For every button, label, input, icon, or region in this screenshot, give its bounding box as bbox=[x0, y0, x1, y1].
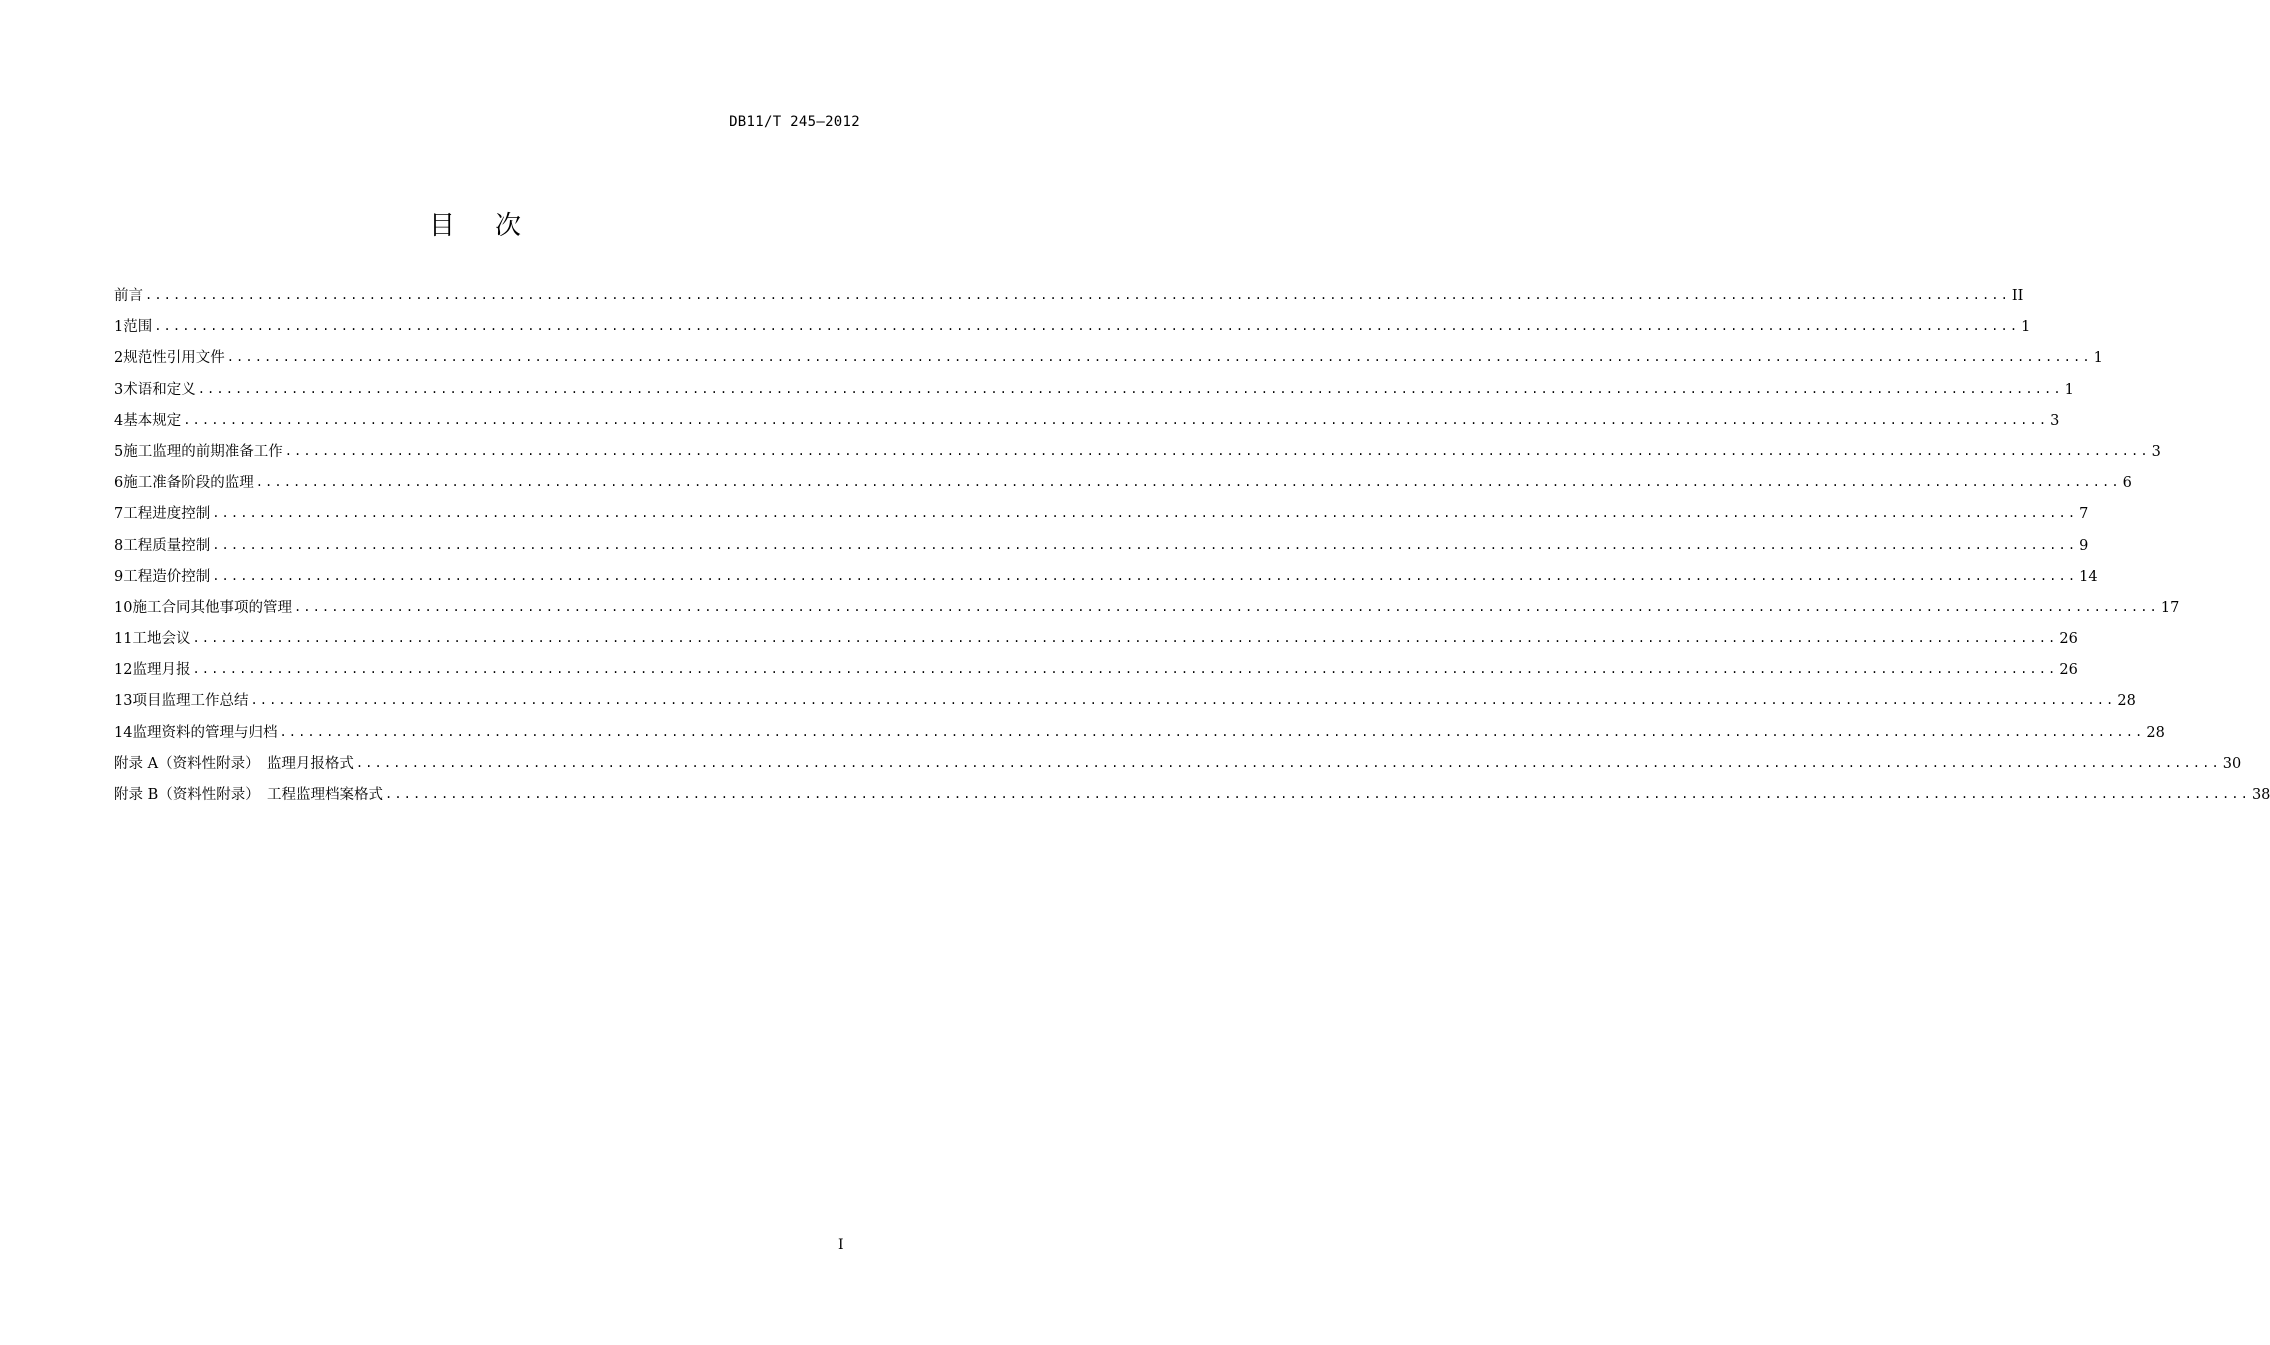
toc-dot-leader: ........................................................................................................................................................................................................ bbox=[212, 506, 2078, 521]
toc-dot-leader: ........................................................................................................................................................................................................ bbox=[226, 350, 2092, 365]
toc-entry-page: 7 bbox=[2079, 506, 2089, 523]
toc-entry-label: 项目监理工作总结 bbox=[132, 693, 249, 710]
toc-entry-6[interactable] bbox=[114, 472, 2132, 503]
toc-entry-3[interactable] bbox=[114, 379, 2074, 410]
toc-entry-label: 附录 A（资料性附录） 监理月报格式 bbox=[114, 755, 354, 772]
toc-entry-number: 4 bbox=[114, 412, 124, 429]
toc-entry-page: 14 bbox=[2079, 568, 2098, 585]
toc-entry-page: 3 bbox=[2151, 443, 2161, 460]
toc-entry-1[interactable] bbox=[114, 316, 2031, 347]
toc-entry-label: 监理月报 bbox=[132, 662, 191, 679]
toc-entry-foreword[interactable] bbox=[114, 285, 2024, 316]
toc-entry-label: 施工合同其他事项的管理 bbox=[132, 599, 292, 616]
toc-dot-leader: ........................................................................................................................................................................................................ bbox=[154, 319, 2020, 334]
toc-entry-label: 工地会议 bbox=[132, 631, 191, 648]
toc-entry-appendix-a[interactable] bbox=[114, 753, 2242, 784]
toc-entry-page: 1 bbox=[2064, 381, 2074, 398]
toc-entry-page: 26 bbox=[2059, 631, 2078, 648]
toc-entry-page: 28 bbox=[2146, 724, 2165, 741]
toc-dot-leader: ........................................................................................................................................................................................................ bbox=[192, 662, 2058, 677]
toc-entry-number: 7 bbox=[114, 506, 124, 523]
toc-entry-page: 9 bbox=[2079, 537, 2089, 554]
toc-entry-label: 工程质量控制 bbox=[123, 537, 211, 554]
toc-entry-number: 3 bbox=[114, 381, 124, 398]
toc-entry-number: 5 bbox=[114, 443, 124, 460]
toc-entry-number: 9 bbox=[114, 568, 124, 585]
toc-entry-number: 14 bbox=[114, 724, 133, 741]
toc-entry-label: 施工准备阶段的监理 bbox=[123, 475, 254, 492]
toc-entry-page: 1 bbox=[2093, 350, 2103, 367]
toc-entry-page: 17 bbox=[2160, 599, 2180, 616]
toc-dot-leader: ........................................................................................................................................................................................................ bbox=[192, 631, 2058, 646]
toc-entry-label: 施工监理的前期准备工作 bbox=[123, 443, 283, 460]
toc-entry-number: 13 bbox=[114, 693, 133, 710]
toc-dot-leader: ........................................................................................................................................................................................................ bbox=[197, 381, 2063, 396]
toc-entry-appendix-b[interactable] bbox=[114, 784, 2270, 815]
page-number: I bbox=[838, 1237, 844, 1253]
toc-entry-number: 10 bbox=[114, 599, 133, 616]
toc-dot-leader: ........................................................................................................................................................................................................ bbox=[279, 724, 2145, 739]
toc-dot-leader: ........................................................................................................................................................................................................ bbox=[212, 537, 2078, 552]
toc-dot-leader: ........................................................................................................................................................................................................ bbox=[385, 787, 2250, 801]
toc-entry-5[interactable] bbox=[114, 441, 2161, 472]
toc-dot-leader: ........................................................................................................................................................................................................ bbox=[355, 755, 2221, 770]
toc-entry-label: 规范性引用文件 bbox=[123, 350, 225, 367]
toc-entry-14[interactable] bbox=[114, 722, 2165, 753]
toc-entry-page: 26 bbox=[2059, 662, 2078, 679]
toc-entry-number: 8 bbox=[114, 537, 124, 554]
page-title: 目次 bbox=[428, 211, 561, 241]
toc-entry-label: 基本规定 bbox=[123, 412, 182, 429]
toc-entry-page: 38 bbox=[2251, 787, 2270, 803]
toc-entry-page: 28 bbox=[2117, 693, 2136, 710]
toc-dot-leader: ........................................................................................................................................................................................................ bbox=[255, 475, 2121, 490]
toc-entry-page: 1 bbox=[2021, 319, 2031, 336]
toc-dot-leader: ........................................................................................................................................................................................................ bbox=[145, 288, 2010, 302]
toc-entry-label: 术语和定义 bbox=[123, 381, 196, 398]
toc-dot-leader: ........................................................................................................................................................................................................ bbox=[293, 599, 2159, 614]
toc-dot-leader: ........................................................................................................................................................................................................ bbox=[183, 412, 2049, 427]
toc-entry-number: 1 bbox=[114, 319, 124, 336]
toc-entry-2[interactable] bbox=[114, 347, 2103, 378]
toc-entry-12[interactable] bbox=[114, 659, 2078, 690]
document-code: DB11/T 245—2012 bbox=[729, 114, 860, 130]
toc-entry-page: 6 bbox=[2122, 475, 2132, 492]
toc-dot-leader: ........................................................................................................................................................................................................ bbox=[250, 693, 2116, 708]
toc-entry-label: 工程造价控制 bbox=[123, 568, 211, 585]
toc-entry-label: 前言 bbox=[114, 288, 143, 304]
toc-entry-label: 监理资料的管理与归档 bbox=[132, 724, 278, 741]
toc-entry-4[interactable] bbox=[114, 410, 2060, 441]
toc-entry-9[interactable] bbox=[114, 566, 2098, 597]
toc-dot-leader: ........................................................................................................................................................................................................ bbox=[284, 443, 2150, 458]
toc-entry-label: 附录 B（资料性附录） 工程监理档案格式 bbox=[114, 787, 384, 803]
toc-entry-page: 30 bbox=[2222, 755, 2242, 772]
toc-entry-page: 3 bbox=[2050, 412, 2060, 429]
toc-entry-page: II bbox=[2011, 288, 2024, 304]
table-of-contents bbox=[114, 285, 2270, 815]
toc-entry-10[interactable] bbox=[114, 597, 2180, 628]
toc-entry-label: 工程进度控制 bbox=[123, 506, 211, 523]
toc-entry-13[interactable] bbox=[114, 690, 2136, 721]
toc-entry-number: 11 bbox=[114, 631, 133, 648]
toc-dot-leader: ........................................................................................................................................................................................................ bbox=[212, 568, 2078, 583]
toc-entry-number: 2 bbox=[114, 350, 124, 367]
toc-entry-8[interactable] bbox=[114, 535, 2089, 566]
toc-entry-11[interactable] bbox=[114, 628, 2078, 659]
toc-entry-7[interactable] bbox=[114, 503, 2089, 534]
toc-entry-label: 范围 bbox=[123, 319, 153, 336]
toc-entry-number: 12 bbox=[114, 662, 133, 679]
toc-entry-number: 6 bbox=[114, 475, 124, 492]
